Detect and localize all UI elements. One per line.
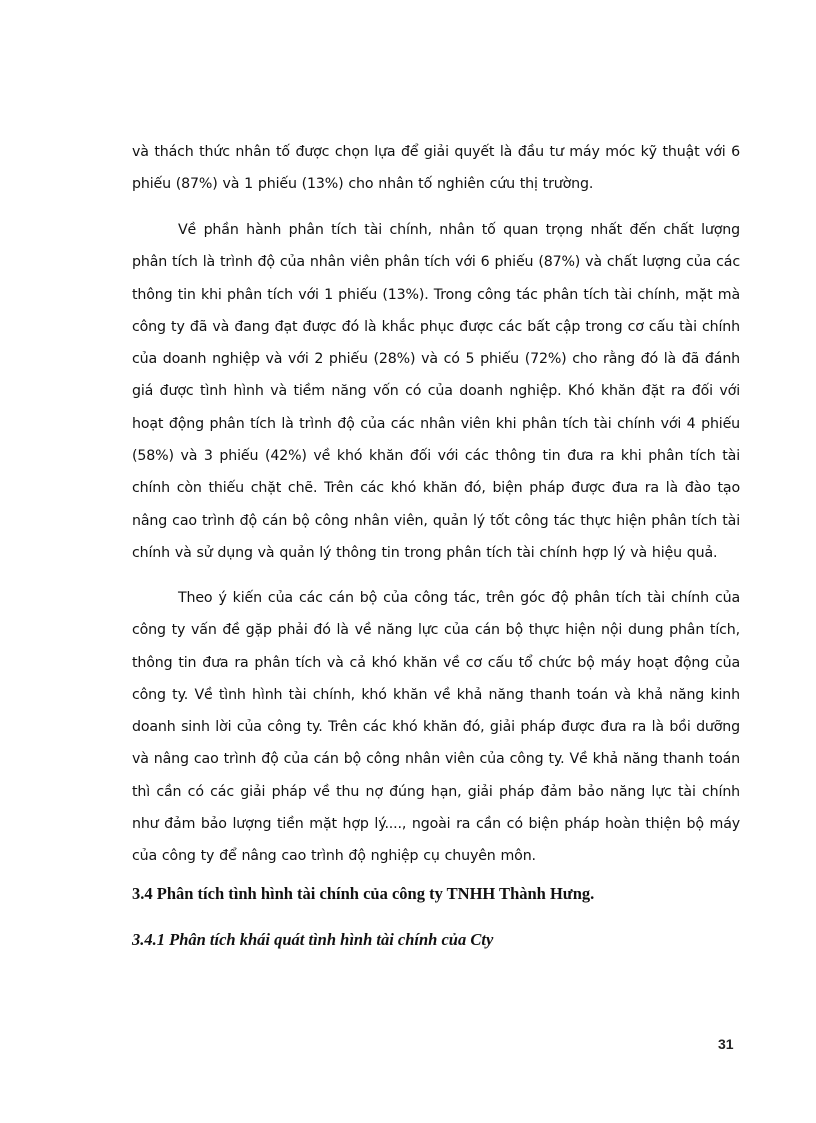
subsection-heading: 3.4.1 Phân tích khái quát tình hình tài chính của Cty xyxy=(132,930,494,949)
paragraph-staff-opinion: Theo ý kiến của các cán bộ của công tác, trên góc độ phân tích tài chính của công ty vấn đề gặp phải đó là về năng lực của cán bộ thực hiện nội dung phân tích, thông tin đưa ra phân tích và cả khó khăn về cơ cấu tổ chức bộ máy hoạt động của công ty. Về tình hình tài chính, khó khăn về khả năng thanh toán và khả năng kinh doanh sinh lời của công ty. Trên các khó khăn đó, giải pháp được đưa ra là bồi dưỡng và nâng cao trình độ của cán bộ công nhân viên của công ty. Về khả năng thanh toán thì cần có các giải pháp về thu nợ đúng hạn, giải pháp đảm bảo năng lực tài chính như đảm bảo lượng tiền mặt hợp lý...., ngoài ra cần có biện pháp hoàn thiện bộ máy của công ty để nâng cao trình độ nghiệp cụ chuyên môn. xyxy=(132,590,740,865)
page-number: 31 xyxy=(718,1036,734,1052)
paragraph-financial-analysis: Về phần hành phân tích tài chính, nhân tố quan trọng nhất đến chất lượng phân tích là trình độ của nhân viên phân tích với 6 phiếu (87%) và chất lượng của các thông tin khi phân tích với 1 phiếu (13%). Trong công tác phân tích tài chính, mặt mà công ty đã và đang đạt được đó là khắc phục được các bất cập trong cơ cấu tài chính của doanh nghiệp và với 2 phiếu (28%) và có 5 phiếu (72%) cho rằng đó là đã đánh giá được tình hình và tiềm năng vốn có của doanh nghiệp. Khó khăn đặt ra đối với hoạt động phân tích là trình độ của các nhân viên khi phân tích tài chính với 4 phiếu (58%) và 3 phiếu (42%) về khó khăn đối với các thông tin đưa ra khi phân tích tài chính còn thiếu chặt chẽ. Trên các khó khăn đó, biện pháp được đưa ra là đào tạo nâng cao trình độ cán bộ công nhân viên, quản lý tốt công tác thực hiện phân tích tài chính và sử dụng và quản lý thông tin trong phân tích tài chính hợp lý và hiệu quả. xyxy=(132,222,740,561)
section-heading: 3.4 Phân tích tình hình tài chính của công ty TNHH Thành Hưng. xyxy=(132,884,595,903)
paragraph-continuation: và thách thức nhân tố được chọn lựa để giải quyết là đầu tư máy móc kỹ thuật với 6 phiếu (87%) và 1 phiếu (13%) cho nhân tố nghiên cứu thị trường. xyxy=(132,144,740,193)
